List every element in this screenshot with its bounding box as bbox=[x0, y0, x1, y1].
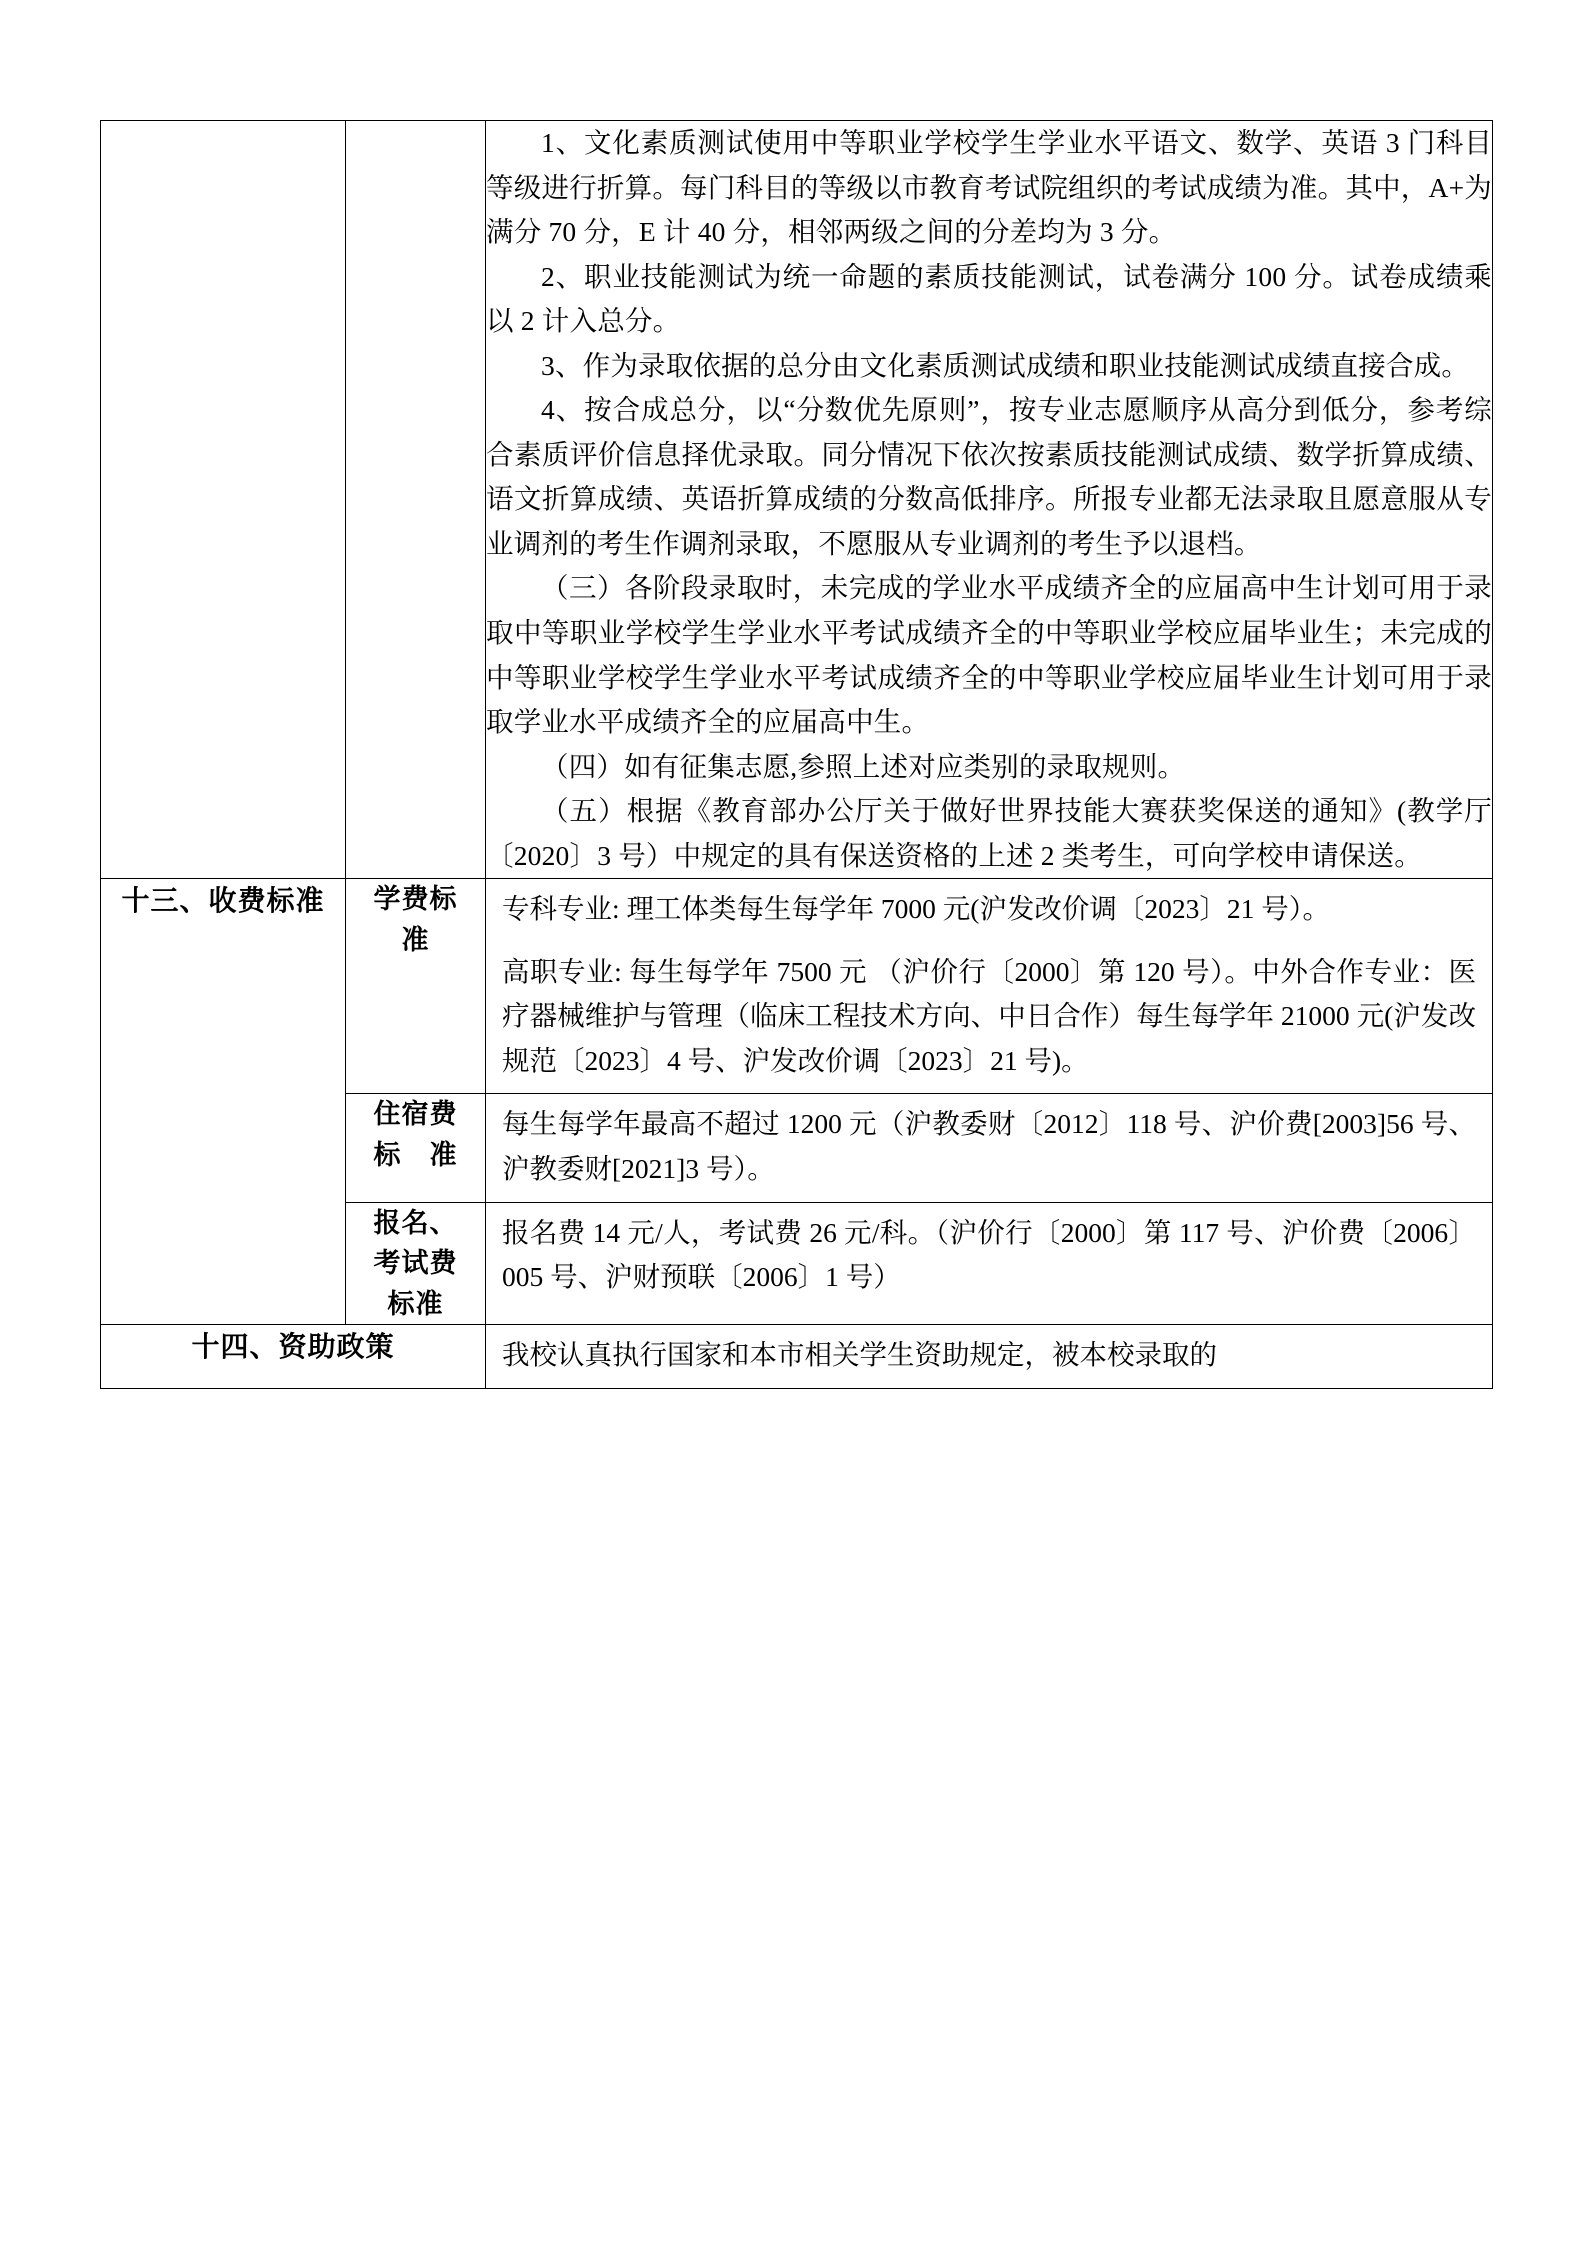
dorm-label-line-1: 住宿费 bbox=[373, 1099, 458, 1130]
exam-fee-value-cell bbox=[486, 1202, 1493, 1325]
main-table bbox=[100, 120, 1493, 1389]
rule-paragraph-1: 1、文化素质测试使用中等职业学校学生学业水平语文、数学、英语 3 门科目等级进行折算。每门科目的等级以市教育考试院组织的考试成绩为准。其中，A+为满分 70 分，E 计 40 分，相邻两级之间的分差均为 3 分。 bbox=[486, 127, 1492, 248]
tuition-value-cell bbox=[486, 879, 1493, 1094]
exam-fee-label-line-2: 考试费 bbox=[373, 1248, 458, 1279]
dorm-line-wrap bbox=[486, 1094, 1492, 1201]
tuition-line-1: 专科专业: 理工体类每生每学年 7000 元(沪发改价调〔2023〕21 号）。 bbox=[502, 893, 1331, 925]
rule-paragraph-5: （三）各阶段录取时，未完成的学业水平成绩齐全的应届高中生计划可用于录取中等职业学校学生学业水平考试成绩齐全的中等职业学校应届毕业生；未完成的中等职业学校学生学业水平考试成绩齐全的中等职业学校应届毕业生计划可用于录取学业水平成绩齐全的应届高中生。 bbox=[486, 572, 1492, 738]
tuition-line-2-wrap bbox=[486, 942, 1492, 1094]
fees-section-label: 十三、收费标准 bbox=[101, 879, 346, 1325]
funding-section-label: 十四、资助政策 bbox=[101, 1325, 486, 1389]
rule-paragraph-7: （五）根据《教育部办公厅关于做好世界技能大赛获奖保送的通知》(教学厅〔2020〕3 号）中规定的具有保送资格的上述 2 类考生，可向学校申请保送。 bbox=[486, 795, 1492, 871]
exam-fee-standard-label bbox=[346, 1202, 486, 1325]
tuition-standard-label bbox=[346, 879, 486, 1094]
table-row-tuition bbox=[101, 879, 1493, 1094]
admission-rules-cell bbox=[486, 121, 1493, 879]
tuition-label-line-2: 准 bbox=[401, 924, 430, 955]
dorm-standard-label bbox=[346, 1094, 486, 1202]
funding-line-1: 我校认真执行国家和本市相关学生资助规定，被本校录取的 bbox=[502, 1339, 1217, 1371]
exam-fee-line-wrap bbox=[486, 1203, 1492, 1310]
rule-paragraph-3: 3、作为录取依据的总分由文化素质测试成绩和职业技能测试成绩直接合成。 bbox=[541, 349, 1470, 381]
dorm-line-1: 每生每学年最高不超过 1200 元（沪教委财〔2012〕118 号、沪价费[2003]56 号、沪教委财[2021]3 号）。 bbox=[502, 1108, 1476, 1185]
rule-paragraph-4: 4、按合成总分，以“分数优先原则”，按专业志愿顺序从高分到低分，参考综合素质评价信息择优录取。同分情况下依次按素质技能测试成绩、数学折算成绩、语文折算成绩、英语折算成绩的分数高低排序。所报专业都无法录取且愿意服从专业调剂的考生作调剂录取，不愿服从专业调剂的考生予以退档。 bbox=[486, 394, 1492, 559]
empty-label-cell-left bbox=[101, 121, 346, 879]
dorm-value-cell bbox=[486, 1094, 1493, 1202]
rule-paragraph-6: （四）如有征集志愿,参照上述对应类别的录取规则。 bbox=[541, 750, 1186, 782]
funding-value-cell bbox=[486, 1325, 1493, 1389]
empty-label-cell-mid bbox=[346, 121, 486, 879]
funding-line-wrap bbox=[486, 1325, 1492, 1388]
dorm-label-line-2: 标 准 bbox=[373, 1139, 458, 1170]
tuition-line-2: 高职专业: 每生每学年 7500 元 （沪价行〔2000〕第 120 号）。中外合作专业：医疗器械维护与管理（临床工程技术方向、中日合作）每生每学年 21000 元(沪发改规范〔2023〕4 号、沪发改价调〔2023〕21 号)。 bbox=[502, 955, 1476, 1076]
tuition-line-1-wrap bbox=[486, 879, 1492, 942]
rule-paragraph-2: 2、职业技能测试为统一命题的素质技能测试，试卷满分 100 分。试卷成绩乘以 2 计入总分。 bbox=[486, 260, 1492, 337]
exam-fee-line-1: 报名费 14 元/人，考试费 26 元/科。（沪价行〔2000〕第 117 号、沪价费〔2006〕005 号、沪财预联〔2006〕1 号） bbox=[502, 1216, 1476, 1293]
exam-fee-label-line-1: 报名、 bbox=[373, 1207, 458, 1238]
tuition-label-line-1: 学费标 bbox=[373, 884, 458, 915]
table-row bbox=[101, 121, 1493, 879]
exam-fee-label-line-3: 标准 bbox=[387, 1288, 444, 1319]
table-row-funding bbox=[101, 1325, 1493, 1389]
